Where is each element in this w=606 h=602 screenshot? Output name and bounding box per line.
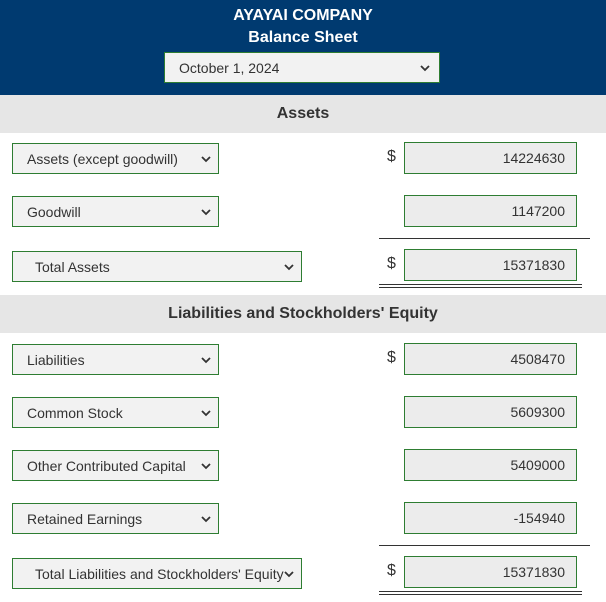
liabilities-dropdown[interactable]: [12, 344, 219, 375]
goodwill-dropdown[interactable]: [12, 196, 219, 227]
chevron-down-icon: [283, 261, 295, 273]
assets-except-goodwill-dropdown[interactable]: [12, 143, 219, 174]
chevron-down-icon: [200, 354, 212, 366]
liabilities-equity-section-header: Liabilities and Stockholders' Equity: [0, 295, 606, 333]
subtotal-rule: [379, 238, 590, 239]
sheet-title: Balance Sheet: [248, 29, 358, 46]
double-underline: [379, 287, 582, 288]
dollar-sign: $: [387, 148, 396, 165]
chevron-down-icon: [200, 153, 212, 165]
dollar-sign: $: [387, 255, 396, 272]
row-label: Other Contributed Capital: [27, 457, 186, 474]
double-underline: [379, 284, 582, 285]
other-contributed-capital-amount-input[interactable]: 5409000: [404, 449, 577, 481]
double-underline: [379, 594, 582, 595]
row-label: Total Assets: [35, 258, 110, 275]
goodwill-amount-input[interactable]: 1147200: [404, 195, 577, 227]
total-assets-amount-input[interactable]: 15371830: [404, 249, 577, 281]
row-label: Retained Earnings: [27, 510, 143, 527]
chevron-down-icon: [419, 62, 431, 74]
balance-sheet-header: [0, 0, 606, 95]
assets-except-goodwill-amount-input[interactable]: 14224630: [404, 142, 577, 174]
chevron-down-icon: [200, 513, 212, 525]
chevron-down-icon: [200, 407, 212, 419]
row-label: Goodwill: [27, 203, 81, 220]
total-liabilities-equity-dropdown[interactable]: [12, 558, 302, 589]
date-dropdown[interactable]: [164, 52, 440, 83]
subtotal-rule: [379, 545, 590, 546]
row-label: Total Liabilities and Stockholders' Equity: [35, 565, 284, 582]
assets-section-header: Assets: [0, 95, 606, 133]
chevron-down-icon: [200, 460, 212, 472]
double-underline: [379, 591, 582, 592]
company-name: AYAYAI COMPANY: [233, 7, 373, 24]
date-dropdown-label: October 1, 2024: [179, 59, 280, 76]
chevron-down-icon: [200, 206, 212, 218]
total-assets-dropdown[interactable]: [12, 251, 302, 282]
total-liabilities-equity-amount-input[interactable]: 15371830: [404, 556, 577, 588]
liabilities-amount-input[interactable]: 4508470: [404, 343, 577, 375]
row-label: Liabilities: [27, 351, 85, 368]
retained-earnings-amount-input[interactable]: -154940: [404, 502, 577, 534]
dollar-sign: $: [387, 562, 396, 579]
common-stock-amount-input[interactable]: 5609300: [404, 396, 577, 428]
other-contributed-capital-dropdown[interactable]: [12, 450, 219, 481]
row-label: Common Stock: [27, 404, 123, 421]
dollar-sign: $: [387, 349, 396, 366]
row-label: Assets (except goodwill): [27, 150, 178, 167]
retained-earnings-dropdown[interactable]: [12, 503, 219, 534]
common-stock-dropdown[interactable]: [12, 397, 219, 428]
chevron-down-icon: [283, 568, 295, 580]
